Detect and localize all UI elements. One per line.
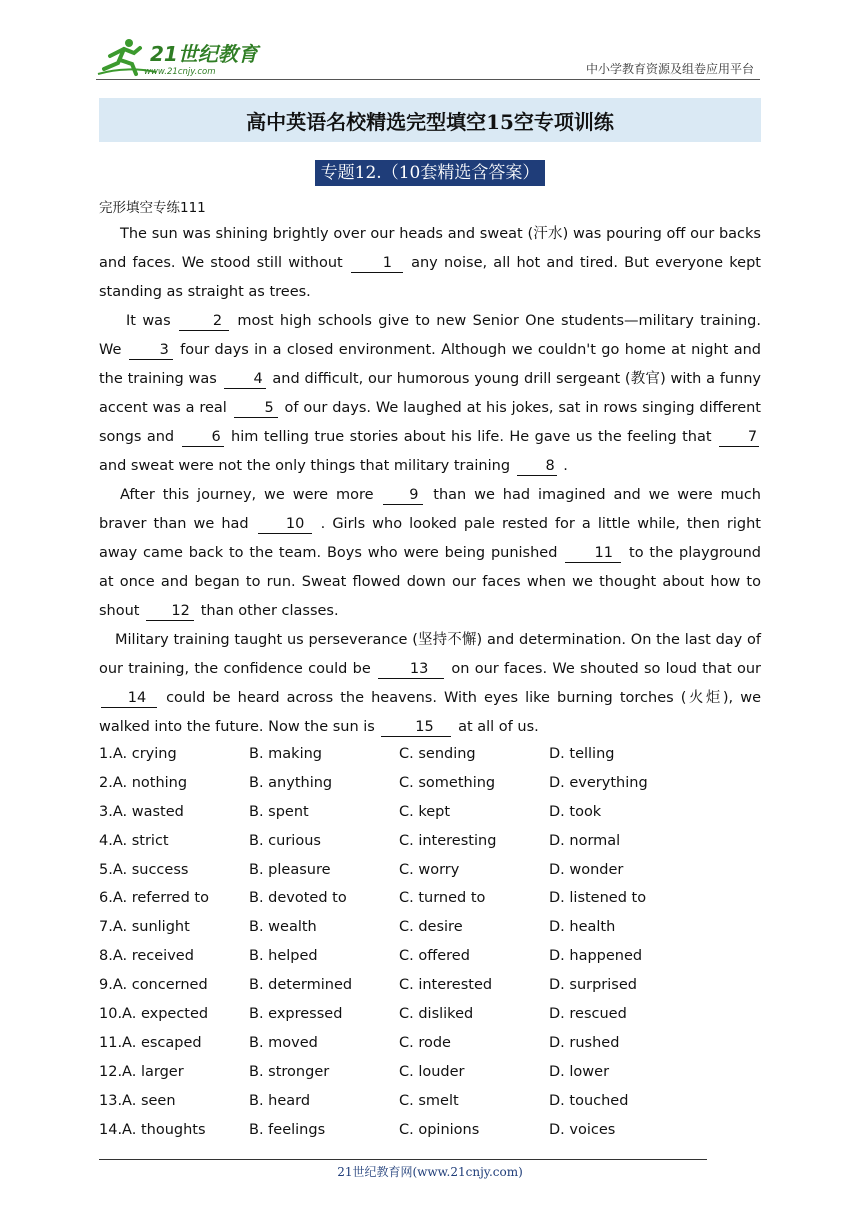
option-row — [99, 798, 761, 827]
blank-8: 8 — [517, 457, 557, 476]
option-row — [99, 1116, 761, 1145]
blank-6: 6 — [182, 428, 224, 447]
option-item: 8.A. received — [99, 948, 194, 965]
option-item: 1.A. crying — [99, 746, 177, 762]
footer-divider — [99, 1159, 707, 1160]
option-item: D. happened — [549, 948, 643, 965]
page-footer: 21世纪教育网(www.21cnjy.com) — [337, 1165, 523, 1179]
option-row — [99, 1000, 761, 1029]
option-item: C. sending — [399, 746, 476, 762]
option-item: C. smelt — [399, 1092, 459, 1109]
blank-11: 11 — [565, 544, 621, 563]
runner-logo-icon — [96, 36, 266, 80]
option-item: D. health — [549, 919, 616, 936]
blank-7: 7 — [719, 428, 759, 447]
option-item: D. normal — [549, 832, 621, 849]
option-row — [99, 1029, 761, 1058]
section-label: 完形填空专练111 — [99, 200, 206, 216]
option-item: 12.A. larger — [99, 1063, 184, 1080]
blank-1: 1 — [351, 254, 403, 273]
paragraph-4: Military training taught us perseverance (坚持不懈) and determination. On the last day of our training, the confidence could be 13 on our faces. We shouted so loud that our 14 could be heard across the heavens. With eyes like burning torches (火炬), we walked into the future. Now the sun is 15 at all of us. — [99, 632, 762, 735]
option-row — [99, 884, 761, 913]
paragraph-3: After this journey, we were more 9 than we had imagined and we were much braver than we had 10 . Girls who looked pale rested for a little while, then right away came back to the team. Boys who were being punished 11 to the playground at once and began to run. Sweat flowed down our faces when we thought about how to shout 12 than other classes. — [99, 487, 761, 619]
option-item: 7.A. sunlight — [99, 919, 190, 936]
option-item: B. anything — [249, 774, 333, 791]
option-item: D. voices — [549, 1121, 616, 1138]
option-item: C. interesting — [399, 832, 497, 849]
blank-10: 10 — [258, 515, 312, 534]
option-item: D. surprised — [549, 977, 637, 994]
option-item: C. louder — [399, 1063, 465, 1080]
option-item: 13.A. seen — [99, 1092, 176, 1109]
option-item: D. took — [549, 803, 602, 820]
answer-options — [99, 740, 761, 1144]
option-item: 9.A. concerned — [99, 977, 208, 994]
page-title: 高中英语名校精选完型填空15空专项训练 — [99, 98, 761, 142]
blank-5: 5 — [234, 399, 278, 418]
option-item: B. moved — [249, 1034, 318, 1051]
option-row — [99, 769, 761, 798]
header-divider — [96, 79, 760, 80]
option-item: B. wealth — [249, 919, 317, 936]
option-item: D. lower — [549, 1063, 610, 1080]
paragraph-2: It was 2 most high schools give to new Senior One students—military training. We 3 four days in a closed environment. Although we couldn't go home at night and the training was 4 and difficult, our humorous young drill sergeant (教官) with a funny accent was a real 5 of our days. We laughed at his jokes, sat in rows singing different songs and 6 him telling true stories about his life. He gave us the feeling that 7 and sweat were not the only things that military training 8 . — [99, 313, 761, 474]
blank-14: 14 — [101, 689, 157, 708]
blank-3: 3 — [129, 341, 173, 360]
option-row — [99, 1087, 761, 1116]
passage — [99, 220, 761, 742]
option-item: 11.A. escaped — [99, 1034, 202, 1051]
option-item: B. stronger — [249, 1063, 330, 1080]
option-item: B. spent — [249, 803, 309, 820]
option-item: C. opinions — [399, 1121, 480, 1138]
option-row — [99, 827, 761, 856]
blank-2: 2 — [179, 312, 229, 331]
platform-name: 中小学教育资源及组卷应用平台 — [585, 62, 754, 76]
option-item: B. determined — [249, 977, 353, 994]
blank-13: 13 — [378, 660, 444, 679]
subtitle: 专题12.（10套精选含答案） — [315, 160, 546, 186]
option-item: C. turned to — [399, 890, 486, 907]
option-item: C. interested — [399, 977, 493, 994]
option-item: B. expressed — [249, 1006, 343, 1023]
option-item: D. everything — [549, 774, 648, 791]
option-item: B. helped — [249, 948, 318, 965]
option-row — [99, 913, 761, 942]
blank-9: 9 — [383, 486, 423, 505]
option-item: B. devoted to — [249, 890, 347, 907]
paragraph-1: The sun was shining brightly over our heads and sweat (汗水) was pouring off our backs and faces. We stood still without 1 any noise, all hot and tired. But everyone kept standing as straight as trees. — [99, 226, 761, 300]
option-item: D. wonder — [549, 861, 624, 878]
option-row — [99, 942, 761, 971]
option-item: C. kept — [399, 803, 451, 820]
option-item: B. feelings — [249, 1121, 326, 1138]
option-item: C. offered — [399, 948, 470, 965]
page-header — [96, 36, 760, 80]
option-item: D. rescued — [549, 1006, 627, 1023]
logo-url: www.21cnjy.com — [144, 67, 216, 77]
option-item: D. rushed — [549, 1034, 620, 1051]
option-item: C. desire — [399, 919, 463, 936]
option-item: C. something — [399, 774, 496, 791]
option-row — [99, 1058, 761, 1087]
option-item: B. curious — [249, 832, 321, 849]
option-item: 4.A. strict — [99, 832, 169, 849]
option-item: B. heard — [249, 1092, 311, 1109]
option-item: C. rode — [399, 1034, 451, 1051]
blank-15: 15 — [381, 718, 451, 737]
option-item: C. worry — [399, 861, 460, 878]
option-item: 14.A. thoughts — [99, 1121, 206, 1138]
option-item: 3.A. wasted — [99, 803, 184, 820]
option-row — [99, 856, 761, 885]
option-item: 5.A. success — [99, 861, 189, 878]
option-item: D. listened to — [549, 890, 647, 907]
blank-12: 12 — [146, 602, 194, 621]
option-item: D. telling — [549, 746, 615, 762]
option-item: 6.A. referred to — [99, 890, 209, 907]
logo-text: 21世纪教育 — [150, 42, 258, 66]
blank-4: 4 — [224, 370, 266, 389]
option-row — [99, 740, 761, 769]
option-item: D. touched — [549, 1092, 629, 1109]
option-item: B. pleasure — [249, 861, 331, 878]
option-item: C. disliked — [399, 1006, 474, 1023]
site-logo — [96, 36, 266, 80]
option-item: 2.A. nothing — [99, 774, 188, 791]
option-row — [99, 971, 761, 1000]
option-item: B. making — [249, 746, 322, 762]
option-item: 10.A. expected — [99, 1006, 209, 1023]
